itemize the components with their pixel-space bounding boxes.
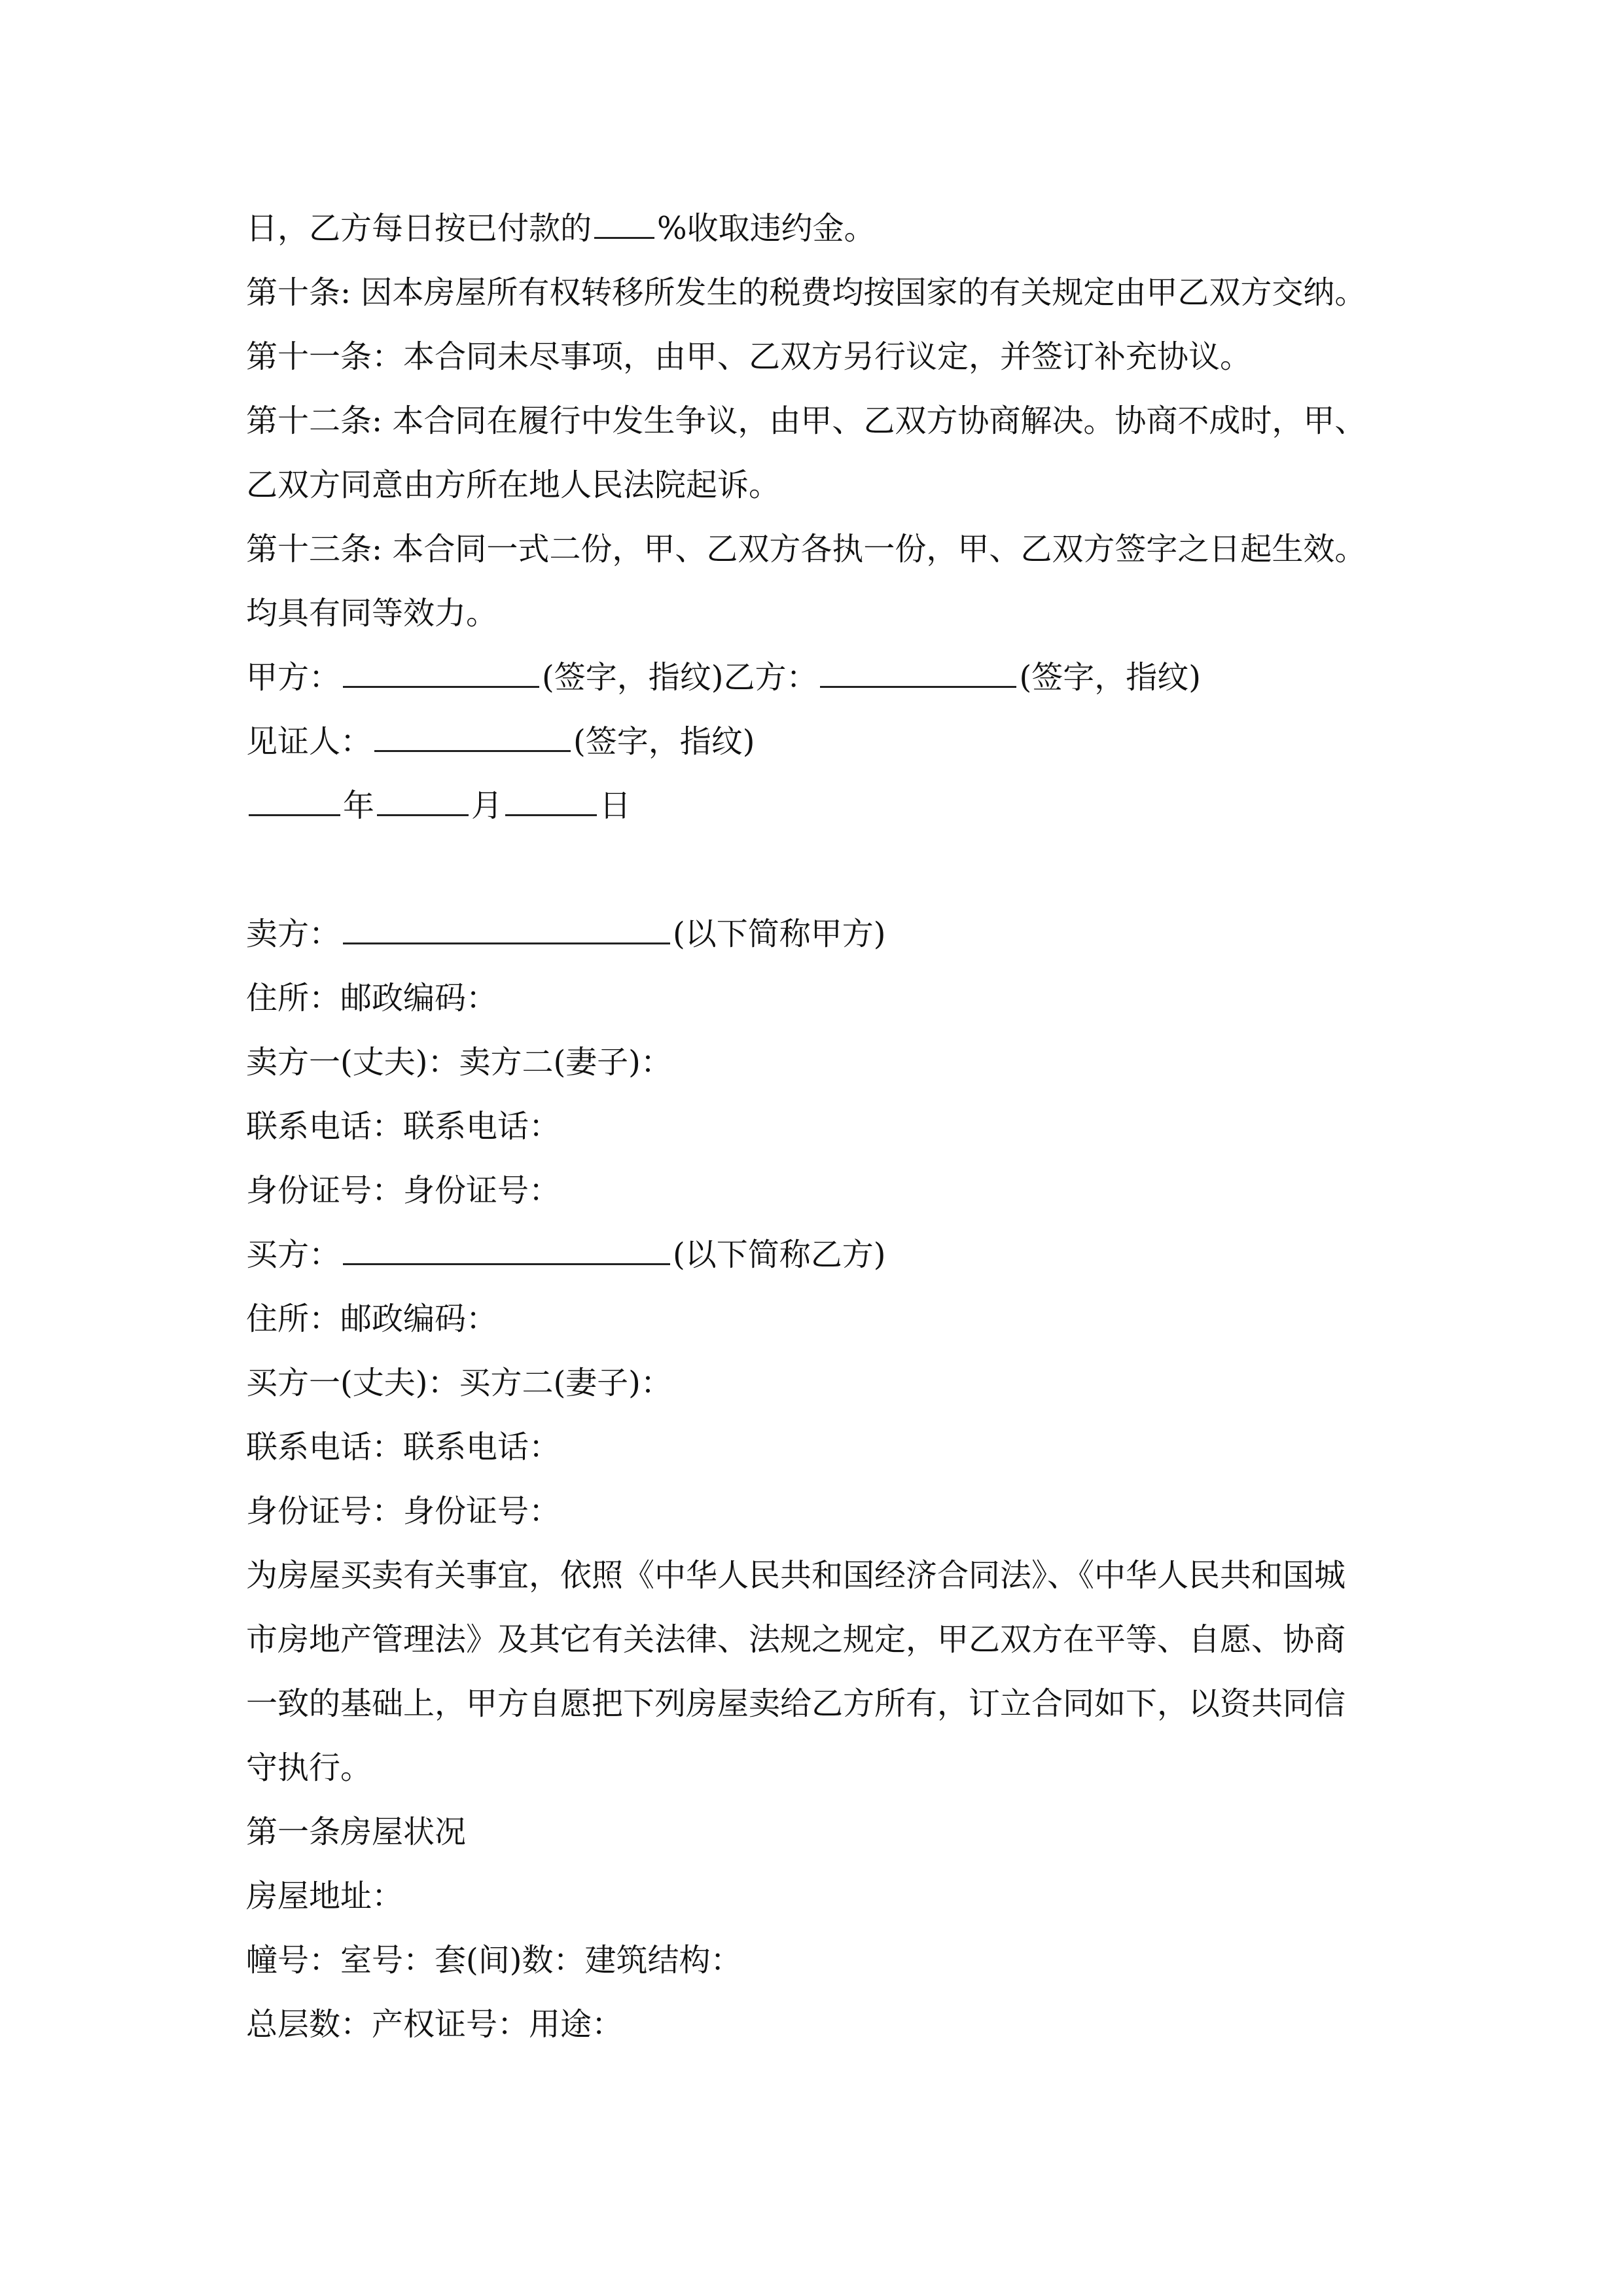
- year-blank: [249, 780, 340, 816]
- penalty-text-end: %收取违约金。: [657, 210, 876, 247]
- seller-name-blank: [343, 908, 670, 944]
- section-gap: [246, 838, 1450, 902]
- seller-id: 身份证号：身份证号：: [246, 1172, 561, 1209]
- buyer-line: [246, 1223, 1450, 1287]
- article-10: 第十条: 因本房屋所有权转移所发生的税费均按国家的有关规定由甲乙双方交纳。: [246, 274, 1366, 311]
- article-12-line1: 第十二条: 本合同在履行中发生争议，由甲、乙双方协商解决。协商不成时，甲、: [246, 403, 1366, 439]
- seller-address: 住所：邮政编码：: [246, 980, 498, 1016]
- date-line: [246, 774, 1450, 838]
- seller-spouses: 卖方一(丈夫)：卖方二(妻子)：: [246, 1044, 672, 1081]
- article-12-line2: 乙双方同意由方所在地人民法院起诉。: [246, 467, 781, 503]
- house-address: 房屋地址：: [246, 1878, 404, 1914]
- buyer-address: 住所：邮政编码：: [246, 1300, 498, 1337]
- penalty-line: [246, 196, 1450, 260]
- preamble-line3: 一致的基础上，甲方自愿把下列房屋卖给乙方所有，订立合同如下，以资共同信: [246, 1685, 1346, 1722]
- article-13-line2: 均具有同等效力。: [246, 595, 498, 632]
- buyer-label: 买方：: [246, 1236, 341, 1273]
- buyer-id: 身份证号：身份证号：: [246, 1493, 561, 1530]
- month-label: 月: [471, 787, 503, 824]
- house-detail-2: 总层数：产权证号：用途：: [246, 2006, 624, 2043]
- year-label: 年: [343, 787, 375, 824]
- article-1-title: 第一条房屋状况: [246, 1814, 467, 1850]
- day-label: 日: [599, 787, 632, 824]
- preamble-line4: 守执行。: [246, 1749, 372, 1786]
- buyer-phone: 联系电话：联系电话：: [246, 1429, 561, 1465]
- witness-line: [246, 709, 1450, 774]
- witness-note: (签字，指纹): [573, 723, 755, 760]
- witness-signature-blank: [374, 716, 571, 752]
- document-body: [246, 196, 1450, 2056]
- seller-note: (以下简称甲方): [673, 916, 886, 952]
- house-detail-1: 幢号：室号：套(间)数：建筑结构：: [246, 1942, 742, 1979]
- article-13-line1: 第十三条: 本合同一式二份，甲、乙双方各执一份，甲、乙双方签字之日起生效。: [246, 531, 1366, 567]
- seller-phone: 联系电话：联系电话：: [246, 1108, 561, 1145]
- party-a-signature-blank: [343, 652, 539, 688]
- witness-label: 见证人：: [246, 723, 372, 760]
- day-blank: [505, 780, 597, 816]
- seller-label: 卖方：: [246, 916, 341, 952]
- buyer-spouses: 买方一(丈夫)：买方二(妻子)：: [246, 1365, 672, 1401]
- penalty-blank: [594, 203, 654, 239]
- party-b-note: (签字，指纹): [1019, 659, 1201, 696]
- party-a-note: (签字，指纹)乙方：: [542, 659, 818, 696]
- preamble-line1: 为房屋买卖有关事宜，依照《中华人民共和国经济合同法》、《中华人民共和国城: [246, 1557, 1346, 1594]
- signature-line: [246, 645, 1450, 709]
- party-b-signature-blank: [820, 652, 1016, 688]
- buyer-name-blank: [343, 1229, 670, 1265]
- penalty-text: 日，乙方每日按已付款的: [246, 210, 592, 247]
- month-blank: [377, 780, 469, 816]
- seller-line: [246, 902, 1450, 966]
- party-a-label: 甲方：: [246, 659, 341, 696]
- preamble-line2: 市房地产管理法》及其它有关法律、法规之规定，甲乙双方在平等、自愿、协商: [246, 1621, 1346, 1658]
- article-11: 第十一条：本合同未尽事项，由甲、乙双方另行议定，并签订补充协议。: [246, 338, 1252, 375]
- buyer-note: (以下简称乙方): [673, 1236, 886, 1273]
